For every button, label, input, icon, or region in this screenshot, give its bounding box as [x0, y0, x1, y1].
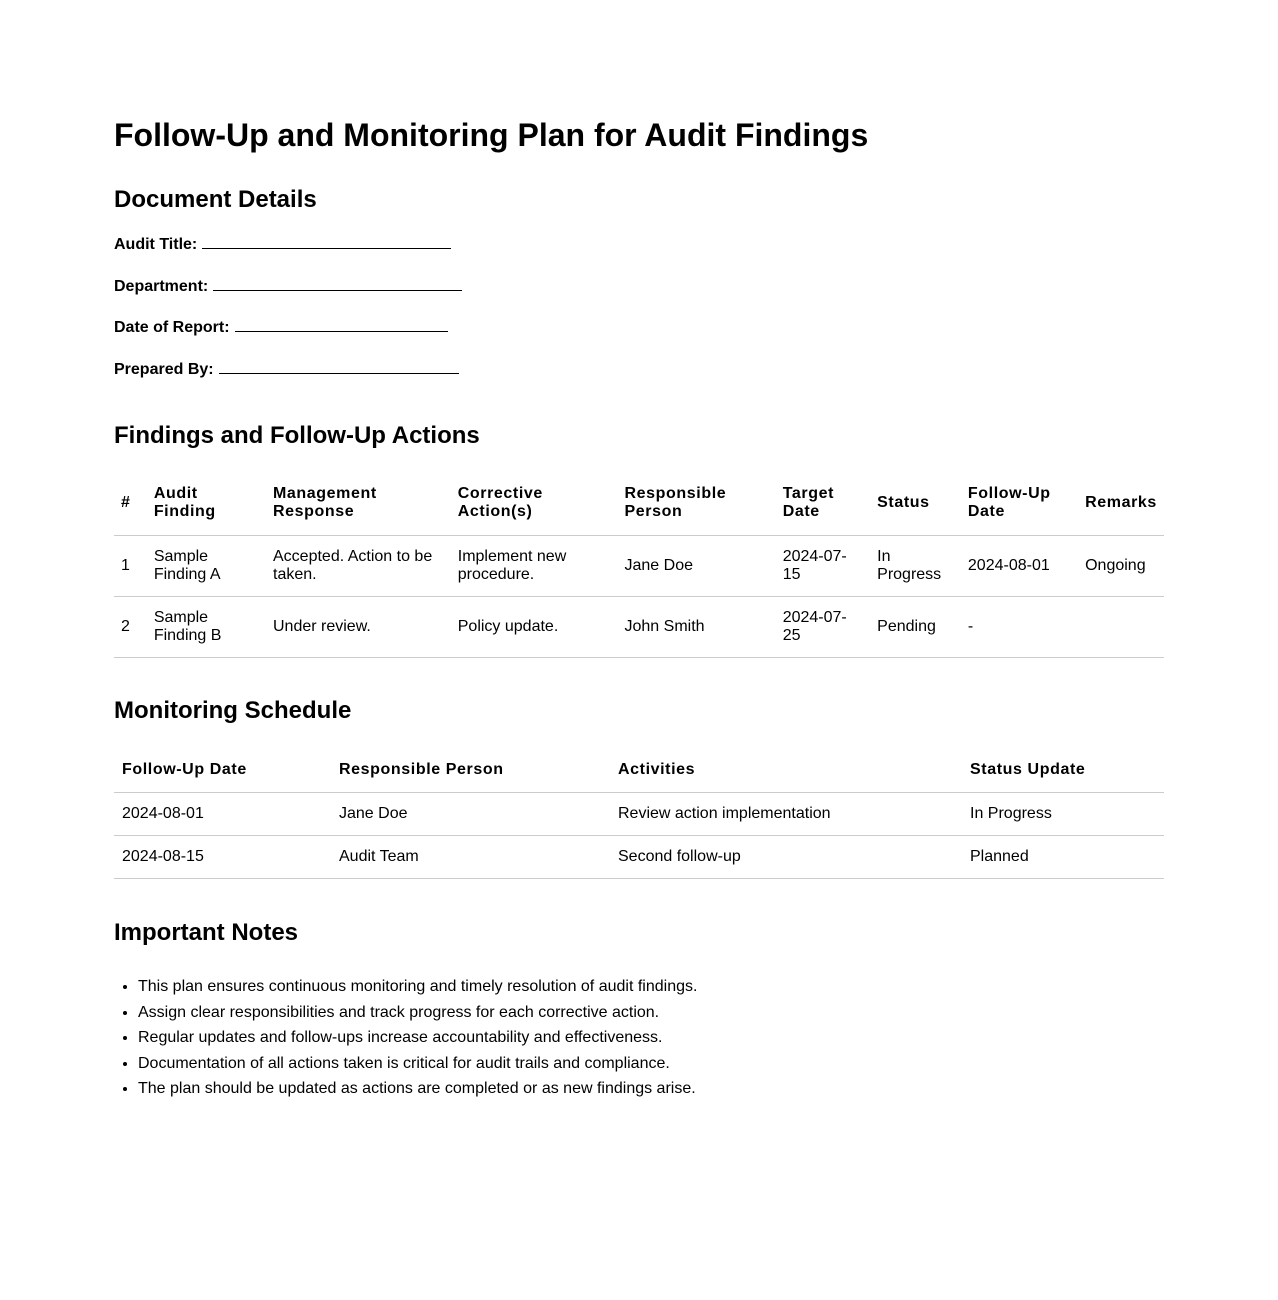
prepared-by-label: Prepared By:	[114, 361, 214, 378]
table-cell: 2024-07-15	[776, 535, 870, 596]
table-row	[114, 792, 1164, 835]
table-cell: 1	[114, 535, 147, 596]
column-header: Responsible Person	[331, 749, 610, 792]
column-header: #	[114, 472, 147, 535]
table-row	[114, 535, 1164, 596]
list-item: • Regular updates and follow-ups increase accountability and effectiveness.	[138, 1025, 697, 1051]
table-cell: Audit Team	[331, 835, 610, 878]
findings-header-row	[114, 472, 1164, 535]
table-cell: In Progress	[870, 535, 961, 596]
column-header: Remarks	[1078, 472, 1164, 535]
column-header: Corrective Action(s)	[451, 472, 618, 535]
table-cell: Jane Doe	[618, 535, 776, 596]
date-of-report-field	[114, 317, 448, 338]
monitoring-schedule-table	[114, 749, 1164, 879]
table-cell: John Smith	[618, 596, 776, 657]
table-cell: Under review.	[266, 596, 451, 657]
list-item: • Documentation of all actions taken is critical for audit trails and compliance.	[138, 1051, 697, 1077]
table-cell: In Progress	[962, 792, 1164, 835]
department-blank[interactable]	[213, 276, 462, 291]
notes-list	[114, 974, 697, 1102]
page-title: Follow-Up and Monitoring Plan for Audit Findings	[114, 117, 869, 153]
audit-title-label: Audit Title:	[114, 236, 198, 253]
findings-table	[114, 472, 1164, 658]
column-header: Status Update	[962, 749, 1164, 792]
date-of-report-label: Date of Report:	[114, 319, 230, 336]
column-header: Follow-Up Date	[961, 472, 1078, 535]
date-of-report-blank[interactable]	[235, 317, 448, 332]
table-row	[114, 835, 1164, 878]
table-cell: 2024-08-15	[114, 835, 331, 878]
prepared-by-blank[interactable]	[219, 359, 459, 374]
important-notes-heading: Important Notes	[114, 919, 299, 946]
audit-title-blank[interactable]	[202, 234, 451, 249]
table-cell: 2024-08-01	[961, 535, 1078, 596]
list-item: • The plan should be updated as actions are completed or as new findings arise.	[138, 1076, 697, 1102]
prepared-by-field	[114, 359, 459, 380]
table-cell: Implement new procedure.	[451, 535, 618, 596]
table-cell	[1078, 596, 1164, 657]
table-cell: 2024-07-25	[776, 596, 870, 657]
document-details-heading: Document Details	[114, 186, 317, 213]
table-cell: Accepted. Action to be taken.	[266, 535, 451, 596]
schedule-header-row	[114, 749, 1164, 792]
table-cell: Policy update.	[451, 596, 618, 657]
column-header: Target Date	[776, 472, 870, 535]
table-row	[114, 596, 1164, 657]
table-cell: 2024-08-01	[114, 792, 331, 835]
table-cell: Pending	[870, 596, 961, 657]
department-field	[114, 276, 462, 297]
column-header: Audit Finding	[147, 472, 266, 535]
table-cell: Jane Doe	[331, 792, 610, 835]
department-label: Department:	[114, 278, 209, 295]
table-cell: Review action implementation	[610, 792, 962, 835]
audit-title-field	[114, 234, 451, 255]
list-item: • Assign clear responsibilities and track progress for each corrective action.	[138, 1000, 697, 1026]
table-cell: Sample Finding A	[147, 535, 266, 596]
column-header: Activities	[610, 749, 962, 792]
column-header: Management Response	[266, 472, 451, 535]
monitoring-schedule-heading: Monitoring Schedule	[114, 697, 352, 724]
column-header: Status	[870, 472, 961, 535]
table-cell: Sample Finding B	[147, 596, 266, 657]
list-item: • This plan ensures continuous monitoring and timely resolution of audit findings.	[138, 974, 697, 1000]
table-cell: 2	[114, 596, 147, 657]
table-cell: -	[961, 596, 1078, 657]
column-header: Responsible Person	[618, 472, 776, 535]
column-header: Follow-Up Date	[114, 749, 331, 792]
table-cell: Ongoing	[1078, 535, 1164, 596]
findings-heading: Findings and Follow-Up Actions	[114, 422, 480, 449]
table-cell: Planned	[962, 835, 1164, 878]
table-cell: Second follow-up	[610, 835, 962, 878]
